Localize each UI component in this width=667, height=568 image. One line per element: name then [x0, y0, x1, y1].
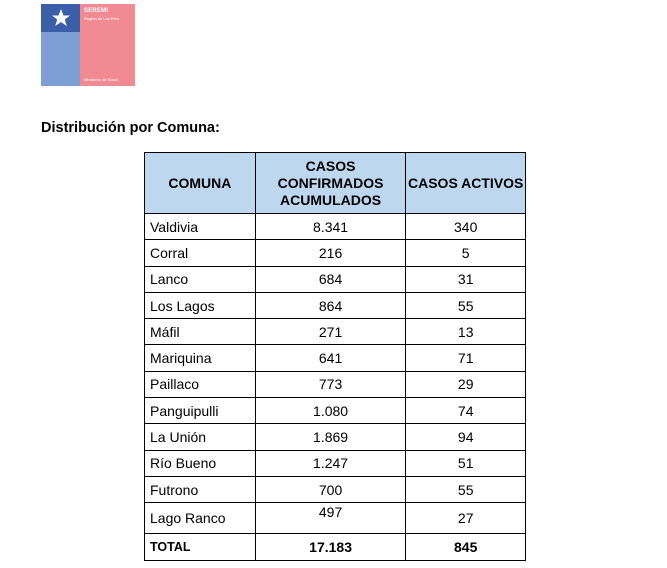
total-activos: 845: [406, 534, 526, 561]
table-row: [145, 450, 526, 476]
cell-confirmados: 700: [255, 476, 406, 502]
logo-title: SEREMI: [84, 8, 109, 14]
cell-activos: 31: [406, 266, 526, 292]
cell-confirmados: 641: [255, 345, 406, 371]
cell-activos: 27: [406, 503, 526, 534]
cell-comuna: La Unión: [145, 424, 256, 450]
cell-confirmados: 773: [255, 371, 406, 397]
cell-activos: 55: [406, 292, 526, 318]
cell-comuna: Máfil: [145, 319, 256, 345]
cell-comuna: Valdivia: [145, 214, 256, 240]
coat-of-arms-icon: [41, 4, 80, 32]
header-comuna: COMUNA: [145, 153, 256, 214]
cell-comuna: Los Lagos: [145, 292, 256, 318]
section-heading: Distribución por Comuna:: [41, 120, 220, 136]
cell-activos: 340: [406, 214, 526, 240]
total-label: TOTAL: [145, 534, 256, 561]
cell-comuna: Lanco: [145, 266, 256, 292]
table-row: [145, 319, 526, 345]
table-row: [145, 424, 526, 450]
cell-comuna: Mariquina: [145, 345, 256, 371]
table-row: [145, 476, 526, 502]
cell-confirmados: 684: [255, 266, 406, 292]
cell-activos: 55: [406, 476, 526, 502]
cell-comuna: Futrono: [145, 476, 256, 502]
cell-activos: 29: [406, 371, 526, 397]
cell-activos: 71: [406, 345, 526, 371]
cell-confirmados: 1.869: [255, 424, 406, 450]
table-header-row: [145, 153, 526, 214]
seremi-logo: [41, 4, 135, 86]
cell-confirmados: 216: [255, 240, 406, 266]
cell-activos: 13: [406, 319, 526, 345]
table-row: [145, 266, 526, 292]
cell-activos: 5: [406, 240, 526, 266]
cell-comuna: Río Bueno: [145, 450, 256, 476]
cell-comuna: Panguipulli: [145, 398, 256, 424]
cell-confirmados: 1.080: [255, 398, 406, 424]
cell-confirmados: 271: [255, 319, 406, 345]
cell-confirmados: 8.341: [255, 214, 406, 240]
cell-confirmados: 497: [255, 503, 406, 534]
cell-confirmados: 864: [255, 292, 406, 318]
cell-comuna: Lago Ranco: [145, 503, 256, 534]
header-activos: CASOS ACTIVOS: [406, 153, 526, 214]
table-row: [145, 292, 526, 318]
table-row: [145, 345, 526, 371]
cell-comuna: Paillaco: [145, 371, 256, 397]
logo-region: Región de Los Ríos: [84, 16, 120, 21]
cell-comuna: Corral: [145, 240, 256, 266]
logo-pink-panel: [80, 4, 135, 86]
header-confirmados: CASOS CONFIRMADOS ACUMULADOS: [255, 153, 406, 214]
cell-activos: 51: [406, 450, 526, 476]
comuna-table: [144, 152, 526, 561]
cell-activos: 94: [406, 424, 526, 450]
table-row: [145, 503, 526, 534]
table-row: [145, 371, 526, 397]
logo-ministry: Ministerio de Salud: [84, 77, 119, 82]
cell-confirmados: 1.247: [255, 450, 406, 476]
star-icon: [50, 7, 72, 29]
logo-blue-panel: [41, 4, 80, 86]
table-row: [145, 398, 526, 424]
table-row: [145, 214, 526, 240]
table-row: [145, 240, 526, 266]
total-confirmados: 17.183: [255, 534, 406, 561]
table-total-row: [145, 534, 526, 561]
cell-activos: 74: [406, 398, 526, 424]
